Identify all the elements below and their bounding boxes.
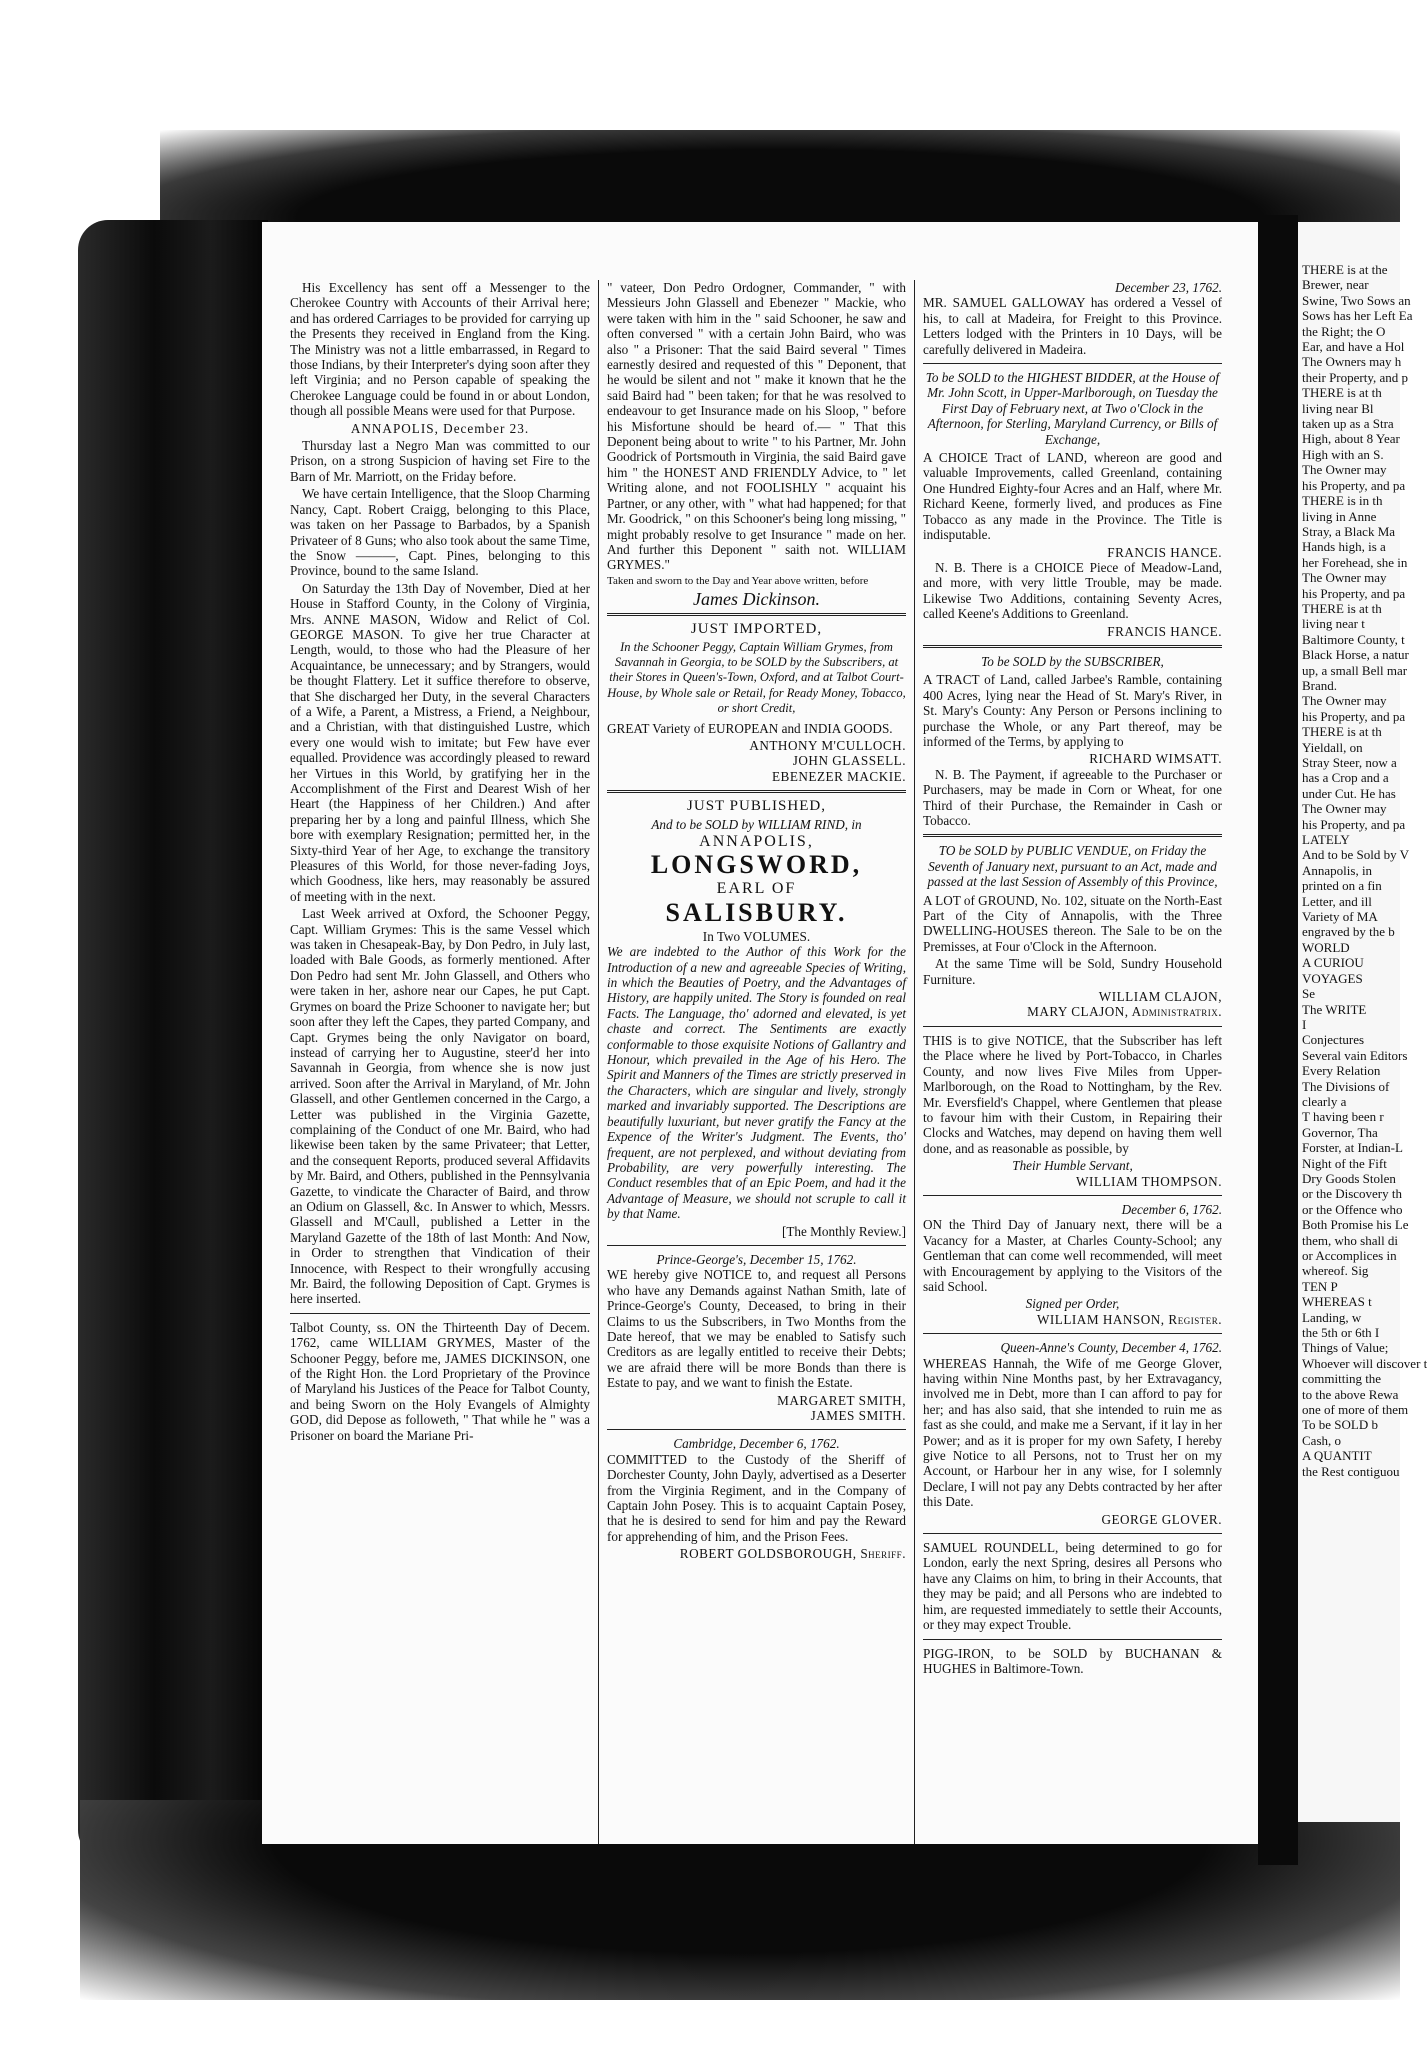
adjacent-page-line: or Accomplices in	[1302, 1248, 1397, 1263]
adjacent-page-line: Baltimore County, t	[1302, 631, 1405, 647]
adjacent-page-line: TEN P	[1302, 1278, 1338, 1294]
thompson-signature: WILLIAM THOMPSON.	[1076, 1173, 1222, 1189]
prince-georges-dateline: Prince-George's, December 15, 1762.	[656, 1251, 857, 1267]
smith-signer-2: JAMES SMITH.	[810, 1408, 906, 1423]
rule-bidder	[923, 363, 1222, 364]
adjacent-page-line: engraved by the b	[1302, 924, 1395, 940]
imported-signer-1: ANTHONY M'CULLOCH.	[749, 737, 906, 753]
adjacent-page-line: Whoever will discover t	[1302, 1355, 1427, 1371]
hance-signature-2: FRANCIS HANCE.	[1107, 623, 1222, 639]
adjacent-page-line: the Rest contiguou	[1302, 1463, 1400, 1479]
adjacent-page-line: committing the	[1302, 1371, 1382, 1387]
adjacent-page-line: A CURIOU	[1302, 955, 1364, 971]
adjacent-page-line: taken up as a Stra	[1302, 416, 1394, 432]
rule-prince-georges	[607, 1245, 906, 1246]
adjacent-page-line: has a Crop and a	[1302, 770, 1389, 786]
furniture-note: At the same Time will be Sold, Sundry Household Furniture.	[923, 956, 1222, 987]
smith-signer-1: MARGARET SMITH,	[777, 1392, 906, 1408]
published-city: ANNAPOLIS,	[699, 833, 814, 850]
adjacent-page-line: his Property, and pa	[1302, 585, 1406, 601]
adjacent-page-line: The Owners may h	[1302, 354, 1402, 370]
rule-subscriber	[923, 645, 1222, 648]
adjacent-page-line: LATELY	[1302, 832, 1350, 848]
adjacent-page-line: one of more of them	[1302, 1402, 1409, 1418]
deposition-continued: " vateer, Don Pedro Ordogner, Commander, " with Messieurs John Glassell and Ebenezer " Mackie, who were taken with him in the " said Schooner, he saw and often conversed " with a certain John Baird, who was also " a Prisoner: That the said Baird several " Times earnestly desired and requested of this " Deponent, that he would be silent and not " make it known that he the said Baird had " been taken; for that he was resolved to endeavour to get Insurance made on his Sloop, " before his Misfortune should be heard of.— " That this Deponent being about to write " to his Partner, Mr. John Goodrick of Portsmouth in Virginia, the said Baird gave him " the HONEST AND FRIENDLY Advice, to " let Writing alone, and not FOOLISHLY " acquaint his Partner, or any other, with " what had happened; for that Mr. Goodrick, " on this Schooner's being long missing, " might probably resolve to get Insurance " made on her. And further this Deponent " saith not. WILLIAM GRYMES."	[607, 280, 906, 573]
greenland-tract-notice: A CHOICE Tract of LAND, whereon are good and valuable Improvements, called Greenland, containing One Hundred Eighty-four Acres and an Half, where Mr. Richard Keene, formerly lived, and produces as Fine Tobacco as any made in the Province. The Title is indisputable.	[923, 450, 1222, 543]
adjacent-page-line: THERE is at th	[1302, 385, 1382, 401]
adjacent-page-line: up, a small Bell mar	[1302, 662, 1408, 678]
glover-notice: WHEREAS Hannah, the Wife of me George Glover, having within Nine Months past, by her Extravagancy, involved me in Debt, more than I can afford to pay for her; and has also said, that she intended to ruin me as fast as she could, and make me a Servant, if it lay in her Power; and as it is proper for my own Safety, I hereby give Notice to all Persons, not to Trust her on my Account, or Harbour her in any wise, for I solemnly Declare, I will not pay any Debts contracted by her after this Date.	[923, 1355, 1222, 1510]
adjacent-page-line: Both Promise his Le	[1302, 1217, 1409, 1233]
adjacent-page-line: THERE is at the	[1302, 262, 1388, 277]
adjacent-page-line: printed on a fin	[1302, 878, 1382, 894]
rule-thompson	[923, 1026, 1222, 1027]
just-published-subheading: And to be SOLD by WILLIAM RIND, in	[651, 816, 862, 832]
rule-glover	[923, 1333, 1222, 1334]
just-imported-subheading: In the Schooner Peggy, Captain William Grymes, from Savannah in Georgia, to be SOLD by the Subscribers, at their Stores in Queen's-Town, Oxford, and at Talbot Court-House, by Whole sale or Retail, for Ready Money, Tobacco, or short Credit,	[607, 639, 906, 716]
adjacent-page-line: her Forehead, she in	[1302, 554, 1408, 570]
thompson-close: Their Humble Servant,	[1012, 1158, 1133, 1174]
dickinson-signature: James Dickinson.	[693, 588, 820, 609]
adjacent-page-line: The Owner may	[1302, 570, 1387, 586]
pig-iron-notice: PIGG-IRON, to be SOLD by BUCHANAN & HUGHES in Baltimore-Town.	[923, 1645, 1222, 1676]
adjacent-page-line: the 5th or 6th I	[1302, 1325, 1380, 1341]
adjacent-page-line: The Owner may	[1302, 801, 1387, 817]
rule-roundell	[923, 1533, 1222, 1534]
adjacent-page-line: Yieldall, on	[1302, 739, 1363, 755]
just-imported-heading: JUST IMPORTED,	[690, 621, 823, 638]
cambridge-dateline: Cambridge, December 6, 1762.	[673, 1436, 840, 1452]
adjacent-page-line: Cash, o	[1302, 1432, 1341, 1448]
smith-estate-notice: WE hereby give NOTICE to, and request all Persons who have any Demands against Nathan Smith, late of Prince-George's County, Deceased, to bring in their Claims to us the Subscribers, in Two Months from the Date hereof, that we may be enabled to Satisfy such Creditors as are legally entitled to receive their Debts; we are afraid there will be more Bonds than there is Estate to pay, and we want to finish the Estate.	[607, 1267, 906, 1391]
column-2	[598, 280, 914, 1844]
adjacent-page-line: THERE is in th	[1302, 493, 1383, 509]
adjacent-page-line: Black Horse, a natur	[1302, 647, 1409, 663]
column-1-rule	[290, 1313, 590, 1314]
adjacent-page-line: Hands high, is a	[1302, 539, 1386, 555]
thompson-notice: THIS is to give NOTICE, that the Subscriber has left the Place where he lived by Port-Tobacco, in Charles County, and now lives Five Miles from Upper-Marlborough, on the Road to Nottingham, by the Rev. Mr. Eversfield's Chappel, where Gentlemen that please to favour him with their Custom, in Repairing their Clocks and Watches, may depend on having them well done, and as reasonable as possible, by	[923, 1032, 1222, 1156]
adjacent-page-line: Sows has her Left Ea	[1302, 308, 1413, 324]
clajon-signature-1: WILLIAM CLAJON,	[1098, 989, 1222, 1005]
imported-signer-2: JOHN GLASSELL.	[792, 753, 906, 769]
adjacent-page-line: Stray, a Black Ma	[1302, 523, 1396, 539]
book-title-salisbury: SALISBURY.	[665, 897, 848, 927]
adjacent-page-line: THERE is at th	[1302, 600, 1382, 616]
adjacent-page-line: or the Offence who	[1302, 1201, 1403, 1217]
adjacent-page-line: his Property, and pa	[1302, 477, 1406, 493]
lot-of-ground-notice: A LOT of GROUND, No. 102, situate on the North-East Part of the City of Annapolis, with the Three DWELLING-HOUSES thereon. The Sale to be on the Premisses, at Four o'Clock in the Afternoon.	[923, 892, 1222, 954]
page-gutter	[1258, 215, 1298, 1865]
adjacent-page-line: his Property, and pa	[1302, 708, 1406, 724]
school-date: December 6, 1762.	[1121, 1201, 1222, 1217]
deserter-notice: COMMITTED to the Custody of the Sheriff of Dorchester County, John Dayly, advertised as a Deserter from the Virginia Regiment, and in the Company of Captain John Posey. This is to acquaint Captain Posey, that he is desired to send for him and pay the Reward for apprehending of him, and the Prison Fees.	[607, 1451, 906, 1544]
cherokee-paragraph: His Excellency has sent off a Messenger to the Cherokee Country with Accounts of their Arrival here; and has ordered Carriages to be provided for carrying up the Presents they received in England from the King. The Ministry was not a little embarrassed, in Regard to those Indians, by their Interpreter's dying soon after they left Virginia; and no Person capable of speaking the Cherokee Language could be found in or about London, though all possible Means were used for that Purpose.	[290, 280, 590, 419]
adjacent-page-line: The Owner may	[1302, 462, 1387, 478]
just-imported-body: GREAT Variety of EUROPEAN and INDIA GOODS.	[607, 720, 893, 736]
adjacent-page-line: Letter, and ill	[1302, 893, 1372, 909]
rule-school	[923, 1195, 1222, 1196]
roundell-notice: SAMUEL ROUNDELL, being determined to go for London, early the next Spring, desires all Persons who have any Claims on him, to bring in their Accounts, that they may be paid; and all Persons who are indebted to him, are requested immediately to settle their Accounts, or they may expect Trouble.	[923, 1540, 1222, 1633]
rule-published	[607, 790, 906, 793]
negro-prison-paragraph: Thursday last a Negro Man was committed to our Prison, on a strong Suspicion of having set Fire to the Barn of Mr. Marriott, on the Friday before.	[290, 438, 590, 484]
public-vendue-heading: TO be SOLD by PUBLIC VENDUE, on Friday the Seventh of January next, pursuant to an Act, made and passed at the last Session of Assembly of this Province,	[927, 843, 1218, 890]
newspaper-page	[262, 222, 1258, 1844]
highest-bidder-heading: To be SOLD to the HIGHEST BIDDER, at the House of Mr. John Scott, in Upper-Marlborough, on Tuesday the First Day of February next, at Two o'Clock in the Afternoon, for Sterling, Maryland Currency, or Bills of Exchange,	[925, 370, 1220, 447]
adjacent-page-line: T having been r	[1302, 1109, 1384, 1125]
school-order: Signed per Order,	[1025, 1296, 1120, 1312]
adjacent-page-lines	[1302, 262, 1427, 1479]
sheriff-signature: ROBERT GOLDSBOROUGH, Sheriff.	[679, 1546, 906, 1562]
deposition-paragraph: Talbot County, ss. ON the Thirteenth Day of Decem. 1762, came WILLIAM GRYMES, Master of the Schooner Peggy, before me, JAMES DICKINSON, one of the Right Hon. the Lord Proprietary of the Province of Maryland his Justices of the Peace for Talbot County, and being Sworn on the Holy Evangels of Almighty GOD, did Depose as followeth, " That while he " was a Prisoner on board the Mariane Pri-	[290, 1319, 590, 1443]
adjacent-page-line: whereof. Sig	[1302, 1263, 1369, 1279]
sworn-statement: Taken and sworn to the Day and Year above written, before	[607, 574, 869, 587]
adjacent-page-line: living in Anne	[1302, 508, 1377, 524]
adjacent-page-line: Swine, Two Sows an	[1302, 292, 1411, 308]
adjacent-page-line: or the Discovery th	[1302, 1186, 1403, 1202]
adjacent-page-line: them, who shall di	[1302, 1232, 1399, 1248]
adjacent-page-line: THERE is at th	[1302, 724, 1382, 740]
adjacent-page-line: clearly a	[1302, 1093, 1347, 1109]
adjacent-page-line: Every Relation	[1302, 1063, 1381, 1079]
schooner-peggy-paragraph: Last Week arrived at Oxford, the Schooner Peggy, Capt. William Grymes: This is the same Vessel which was taken in Chesapeak-Bay, by Don Pedro, in July last, loaded with Bale Goods, as formerly mentioned. After Don Pedro had sent Mr. John Glassell, and Others who were taken in her, ashore near our Capes, he put Capt. Grymes on board the Prize Schooner to navigate her; but soon after they left the Capes, they parted Company, and Capt. Grymes being the only Navigator on board, instead of carrying her to Augustine, steer'd her into Savannah in Georgia, from whence she is now just arrived. Soon after the Arrival in Maryland, of Mr. John Glassell, and other Gentlemen concerned in the Cargo, a Letter was published in the Virginia Gazette, complaining of the Conduct of one Mr. Baird, who had likewise been taken by the same Privateer; that Letter, and the consequent Reports, produced several Affidavits by Mr. Baird, and Others, published in the Pennsylvania Gazette, to vindicate the Character of Baird, and throw an Odium on Glassell, &c. In Answer to which, Messrs. Glassell and M'Caull, published a Letter in the Maryland Gazette of the 18th of last Month: And Now, in Order to strengthen that Vindication of their Innocence, with Respect to their wrongfully accusing Mr. Baird, the following Deposition of Capt. Grymes is here inserted.	[290, 906, 590, 1307]
payment-note: N. B. The Payment, if agreeable to the Purchaser or Purchasers, may be made in Corn or Wheat, for one Third of their Purchase, the Remainder in Cash or Tobacco.	[923, 766, 1222, 828]
hance-signature-1: FRANCIS HANCE.	[1107, 544, 1222, 560]
adjacent-page-line: VOYAGES	[1302, 970, 1363, 986]
adjacent-page-line: his Property, and pa	[1302, 816, 1406, 832]
adjacent-page-line: A QUANTIT	[1302, 1448, 1372, 1464]
adjacent-page-line: Forster, at Indian-L	[1302, 1140, 1403, 1156]
clajon-signature-2: MARY CLAJON, Administratrix.	[1027, 1004, 1222, 1020]
book-title-earl-of: EARL OF	[716, 880, 797, 898]
adjacent-page-line: living near Bl	[1302, 400, 1374, 416]
sloop-paragraph: We have certain Intelligence, that the Sloop Charming Nancy, Capt. Robert Craigg, belonging to this Place, was taken on her Passage to Barbados, by a Spanish Privateer of 8 Guns; who also took about the same Time, the Snow ———, Capt. Pines, belonging to this Province, bound to the same Island.	[290, 486, 590, 579]
adjacent-page-line: Annapolis, in	[1302, 862, 1373, 878]
obituary-paragraph: On Saturday the 13th Day of November, Died at her House in Stafford County, in the Colony of Virginia, Mrs. ANNE MASON, Widow and Relict of Col. GEORGE MASON. To give her true Character at Length, would, to those who had the Pleasure of her Acquaintance, be unnecessary; and by Strangers, would be thought Flattery. Let it suffice therefore to observe, that She discharged her Duty, in the several Characters of a Wife, a Parent, a Mistress, a Friend, a Neighbour, and a Christian, with that distinguished Lustre, which every one would wish to imitate; but Few have ever equalled. Providence was accordingly pleased to reward her Virtues in this World, by gratifying her in the Accomplishment of the First and Dearest Wish of her Heart (the Happiness of her Children.) And after preparing her by a long and painful Illness, which She bore with exemplary Resignation; permitted her, in the Sixty-third Year of her Age, to exchange the transitory Pleasures of this World, for those never-fading Joys, which Goodness, like hers, may reasonably be assured of meeting with in the next.	[290, 580, 590, 904]
adjacent-page-line: WHEREAS t	[1302, 1294, 1372, 1310]
rule-pig-iron	[923, 1639, 1222, 1640]
adjacent-page-line: Brewer, near	[1302, 277, 1369, 293]
adjacent-page-line: to the above Rewa	[1302, 1386, 1399, 1402]
adjacent-page-line: Things of Value;	[1302, 1340, 1389, 1356]
adjacent-page-line: To be SOLD b	[1302, 1417, 1379, 1433]
hanson-signature: WILLIAM HANSON, Register.	[1036, 1311, 1222, 1327]
adjacent-page-line: Conjectures	[1302, 1032, 1365, 1048]
adjacent-page-line: Brand.	[1302, 677, 1338, 693]
book-spine	[78, 220, 268, 1860]
adjacent-page-line: Several vain Editors	[1302, 1047, 1408, 1063]
book-title-longsword: LONGSWORD,	[650, 850, 863, 880]
page-columns	[282, 280, 1250, 1844]
adjacent-page-line: the Right; the O	[1302, 323, 1386, 339]
book-review-text: We are indebted to the Author of this Work for the Introduction of a new and agreeable Species of Writing, in which the Beauties of Poetry, and the Advantages of History, are happily united. The Story is founded on real Facts. The Language, tho' adorned and elevated, is yet chaste and correct. The Sentiments are exactly conformable to those exquisite Notions of Gallantry and Honour, which prevailed in the Age of his Hero. The Spirit and Manners of the Times are strictly preserved in the Characters, which are singular and lively, strongly marked and invariably supported. The Descriptions are beautifully luxuriant, but never gratify the Fancy at the Expence of the Writer's Judgment. The Events, tho' frequent, are not perplexed, and without deviating from Probability, are very powerfully interesting. The Conduct resembles that of an Epic Poem, and had it the Advantage of Measure, we should not scruple to call it by that Name.	[607, 944, 906, 1222]
column-1	[282, 280, 598, 1844]
adjacent-page-line: Ear, and have a Hol	[1302, 339, 1405, 355]
column-3	[914, 280, 1230, 1844]
adjacent-page-line: WORLD	[1302, 939, 1350, 955]
adjacent-page-line: High with an S.	[1302, 446, 1384, 462]
rule-vendue	[923, 834, 1222, 837]
glover-dateline: Queen-Anne's County, December 4, 1762.	[1000, 1340, 1222, 1356]
galloway-date: December 23, 1762.	[1115, 280, 1222, 295]
imported-signer-3: EBENEZER MACKIE.	[771, 768, 906, 784]
wimsatt-signature: RICHARD WIMSATT.	[1089, 751, 1222, 767]
annapolis-dateline: ANNAPOLIS, December 23.	[350, 420, 530, 436]
glover-signature: GEORGE GLOVER.	[1101, 1511, 1222, 1527]
adjacent-page-line: I	[1302, 1016, 1307, 1032]
adjacent-page-line: living near t	[1302, 616, 1365, 632]
adjacent-page-line: Landing, w	[1302, 1309, 1362, 1325]
adjacent-page-line: Dry Goods Stolen	[1302, 1170, 1396, 1186]
book-volumes: In Two VOLUMES.	[702, 928, 811, 944]
adjacent-page-line: The Divisions of	[1302, 1078, 1390, 1094]
adjacent-page-line: The Owner may	[1302, 693, 1387, 709]
adjacent-page-line: Variety of MA	[1302, 909, 1378, 925]
adjacent-page-line: And to be Sold by V	[1302, 847, 1410, 863]
galloway-notice: MR. SAMUEL GALLOWAY has ordered a Vessel of his, to call at Madeira, for Freight to this Province. Letters lodged with the Printers in 10 Days, will be carefully delivered in Madeira.	[923, 295, 1222, 357]
adjacent-page-line: their Property, and p	[1302, 369, 1409, 385]
adjacent-page-line: Stray Steer, now a	[1302, 755, 1397, 770]
rule-cambridge	[607, 1429, 906, 1430]
jarbees-ramble-notice: A TRACT of Land, called Jarbee's Ramble, containing 400 Acres, lying near the Head of St. Mary's River, in St. Mary's County: Any Person or Persons inclining to purchase the Whole, or any Part thereof, may be informed of the Terms, by applying to	[923, 672, 1222, 749]
adjacent-page-line: Se	[1302, 986, 1315, 1002]
subscriber-heading: To be SOLD by the SUBSCRIBER,	[981, 653, 1164, 669]
adjacent-page-line: under Cut. He has	[1302, 785, 1396, 801]
adjacent-page-line: Governor, Tha	[1302, 1124, 1378, 1140]
adjacent-page-line: The WRITE	[1302, 1001, 1367, 1017]
school-vacancy-notice: ON the Third Day of January next, there will be a Vacancy for a Master, at Charles County-School; any Gentleman that can come well recommended, will meet with Encouragement by applying to the Visitors of the said School.	[923, 1217, 1222, 1294]
just-published-heading: JUST PUBLISHED,	[687, 798, 826, 815]
meadow-land-note: N. B. There is a CHOICE Piece of Meadow-Land, and more, with very little Trouble, may be made. Likewise Two Additions, containing Seventy Acres, called Keene's Additions to Greenland.	[923, 559, 1222, 622]
adjacent-page-line: Night of the Fift	[1302, 1155, 1387, 1171]
adjacent-page-line: High, about 8 Year	[1302, 431, 1400, 447]
rule-imported	[607, 613, 906, 616]
review-source: [The Monthly Review.]	[781, 1223, 906, 1239]
adjacent-page-fragment	[1298, 222, 1427, 1822]
